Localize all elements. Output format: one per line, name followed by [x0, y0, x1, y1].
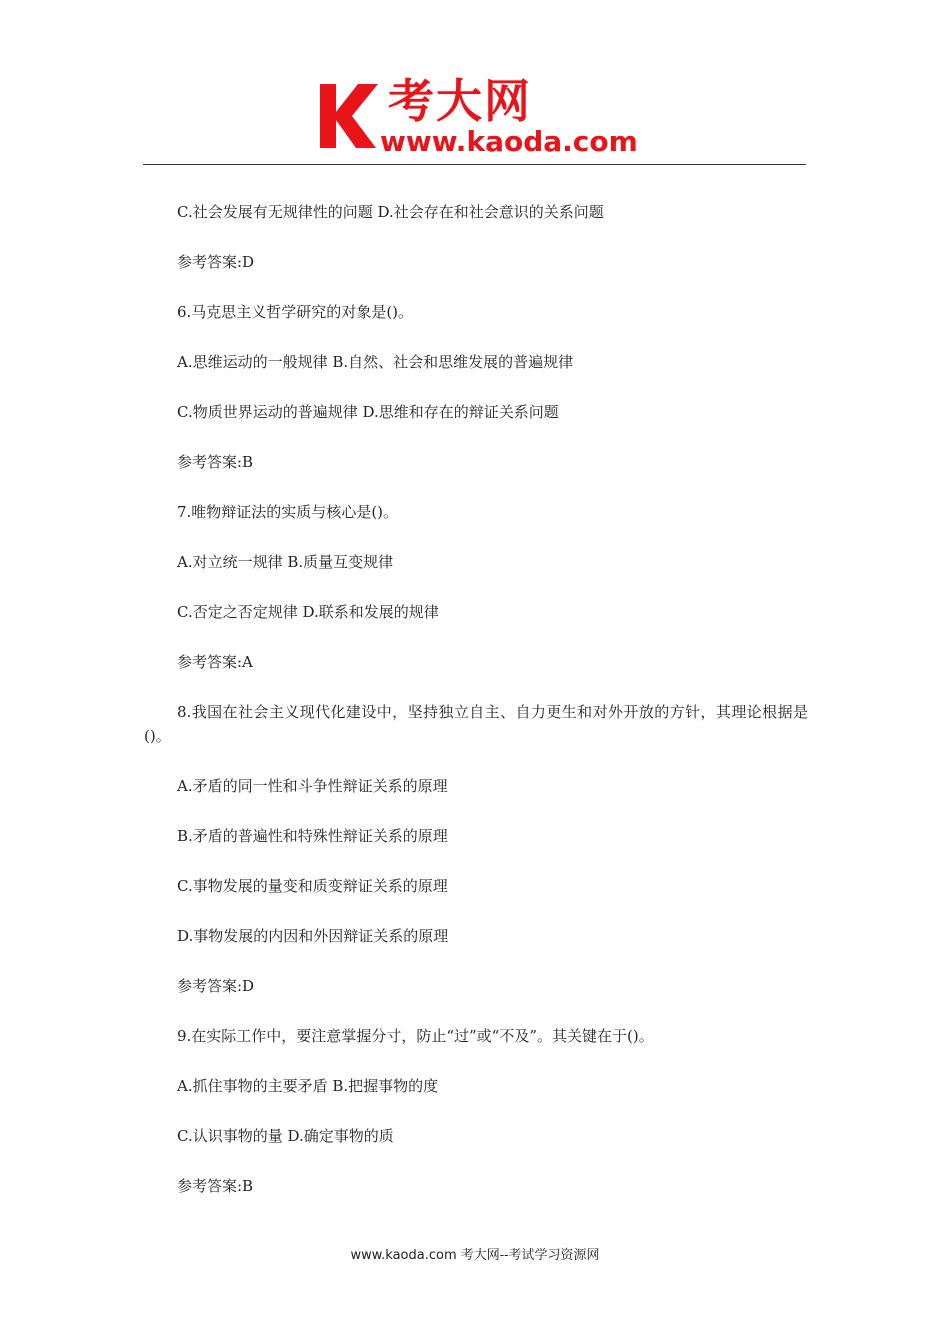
answer-line: 参考答案:B — [177, 1177, 254, 1195]
answer-line: 参考答案:D — [177, 977, 255, 995]
logo-chinese-title: 考大网 — [388, 74, 532, 128]
option-line: C.事物发展的量变和质变辩证关系的原理 — [177, 877, 448, 895]
document-body — [144, 200, 808, 1198]
option-line: C.物质世界运动的普遍规律 D.思维和存在的辩证关系问题 — [177, 403, 559, 421]
logo-url: www.kaoda.com — [380, 125, 638, 158]
answer-line: 参考答案:D — [177, 253, 255, 271]
footer-text: 考大网--考试学习资源网 — [456, 1248, 600, 1263]
answer-line: 参考答案:A — [177, 653, 253, 671]
option-line: C.否定之否定规律 D.联系和发展的规律 — [177, 603, 439, 621]
option-line: A.对立统一规律 B.质量互变规律 — [177, 553, 394, 571]
question-line: 8.我国在社会主义现代化建设中，坚持独立自主、自力更生和对外开放的方针，其理论根据是()。 — [144, 703, 808, 745]
header-divider — [143, 164, 806, 165]
option-line: C.社会发展有无规律性的问题 D.社会存在和社会意识的关系问题 — [177, 203, 604, 221]
answer-line: 参考答案:B — [177, 453, 254, 471]
question-line: 7.唯物辩证法的实质与核心是()。 — [177, 503, 399, 521]
site-logo — [318, 76, 638, 160]
option-line: D.事物发展的内因和外因辩证关系的原理 — [177, 927, 449, 945]
option-line: A.抓住事物的主要矛盾 B.把握事物的度 — [177, 1077, 439, 1095]
footer-url[interactable]: www.kaoda.com — [350, 1248, 457, 1263]
option-line: C.认识事物的量 D.确定事物的质 — [177, 1127, 394, 1145]
question-line: 9.在实际工作中，要注意掌握分寸，防止“过”或“不及”。其关键在于()。 — [177, 1027, 654, 1045]
option-line: B.矛盾的普遍性和特殊性辩证关系的原理 — [177, 827, 448, 845]
option-line: A.思维运动的一般规律 B.自然、社会和思维发展的普遍规律 — [177, 353, 574, 371]
question-line: 6.马克思主义哲学研究的对象是()。 — [177, 303, 414, 321]
k-logo-icon — [318, 80, 382, 150]
option-line: A.矛盾的同一性和斗争性辩证关系的原理 — [177, 777, 448, 795]
page-footer — [0, 1246, 950, 1266]
